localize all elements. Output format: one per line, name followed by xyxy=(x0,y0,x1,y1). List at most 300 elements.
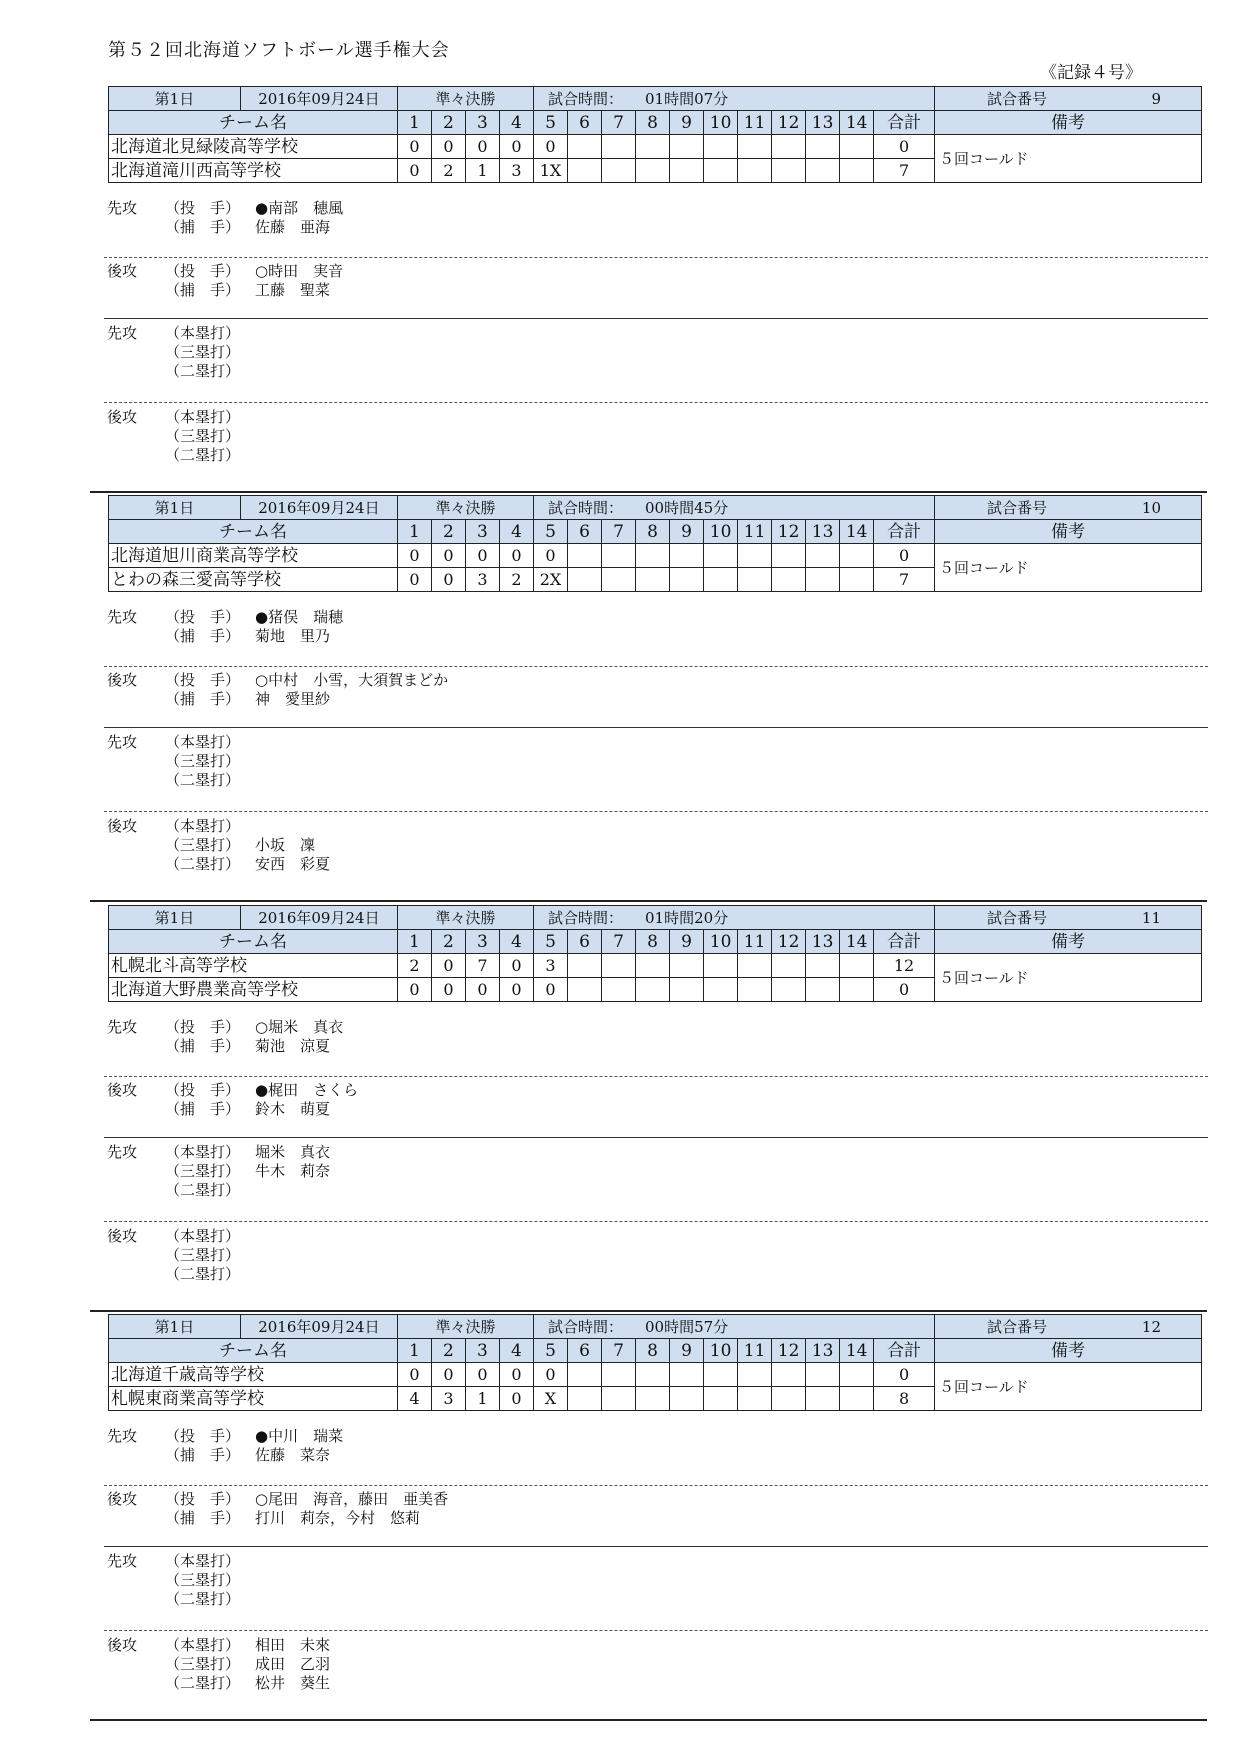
team-name: 北海道旭川商業高等学校 xyxy=(109,544,398,568)
inning-score xyxy=(670,1387,704,1411)
inning-score xyxy=(840,544,874,568)
inning-score xyxy=(568,954,602,978)
inning-score xyxy=(806,135,840,159)
inning-score xyxy=(636,954,670,978)
inning-score: 0 xyxy=(397,978,431,1002)
triple-players: 成田 乙羽 xyxy=(255,1655,331,1673)
inning-header: 10 xyxy=(704,111,738,135)
inning-score xyxy=(568,1363,602,1387)
pitcher-name: ○中村 小雪，大須賀まどか xyxy=(255,671,449,689)
game-number-value: 11 xyxy=(1141,908,1161,927)
inning-score xyxy=(704,954,738,978)
home-run-players: 堀米 真衣 xyxy=(255,1143,331,1161)
inning-score xyxy=(806,1387,840,1411)
inning-score: 0 xyxy=(499,954,533,978)
scoreboard-header xyxy=(109,930,1202,954)
second-label: 後攻 xyxy=(107,262,138,280)
game-time xyxy=(533,906,934,930)
inning-score xyxy=(840,159,874,183)
inning-score: 0 xyxy=(465,544,499,568)
inning-score xyxy=(670,954,704,978)
row-label: （三塁打） xyxy=(165,836,241,854)
row-label: （二塁打） xyxy=(165,771,241,789)
triple-players: 小坂 凜 xyxy=(255,836,316,854)
divider-dashed xyxy=(104,1485,1208,1486)
game-round: 準々決勝 xyxy=(397,87,533,111)
inning-header: 4 xyxy=(499,111,533,135)
game-remark: ５回コールド xyxy=(934,135,1201,183)
inning-score: 0 xyxy=(499,978,533,1002)
inning-score xyxy=(670,159,704,183)
team-row xyxy=(109,1363,1202,1387)
divider-dashed xyxy=(104,1630,1208,1631)
inning-header: 2 xyxy=(431,930,465,954)
game-time xyxy=(533,496,934,520)
inning-header: 6 xyxy=(568,111,602,135)
team-name: 札幌東商業高等学校 xyxy=(109,1387,398,1411)
inning-score: 7 xyxy=(465,954,499,978)
inning-score: 0 xyxy=(499,1387,533,1411)
inning-score xyxy=(568,159,602,183)
first-label: 先攻 xyxy=(107,608,138,626)
row-label: （本塁打） xyxy=(165,324,241,342)
row-label: （本塁打） xyxy=(165,817,241,835)
second-label: 後攻 xyxy=(107,1227,138,1245)
inning-score: 3 xyxy=(431,1387,465,1411)
team-name: 札幌北斗高等学校 xyxy=(109,954,398,978)
row-label: （本塁打） xyxy=(165,733,241,751)
section-divider xyxy=(90,900,1207,902)
first-label: 先攻 xyxy=(107,1552,138,1570)
game-remark: ５回コールド xyxy=(934,954,1201,1002)
row-label: （捕 手） xyxy=(165,1037,241,1055)
team-row xyxy=(109,544,1202,568)
row-label: （二塁打） xyxy=(165,1265,241,1283)
row-label: （三塁打） xyxy=(165,752,241,770)
catcher-name: 佐藤 亜海 xyxy=(255,218,331,236)
row-label: （捕 手） xyxy=(165,627,241,645)
game-time-label: 試合時間： xyxy=(547,89,623,108)
team-row xyxy=(109,135,1202,159)
second-label: 後攻 xyxy=(107,817,138,835)
team-name: 北海道千歳高等学校 xyxy=(109,1363,398,1387)
inning-score: 0 xyxy=(431,954,465,978)
inning-header: 9 xyxy=(670,930,704,954)
inning-header: 12 xyxy=(772,111,806,135)
inning-score xyxy=(840,1363,874,1387)
divider-solid xyxy=(104,318,1208,319)
remarks-header: 備考 xyxy=(934,1339,1201,1363)
inning-header: 1 xyxy=(397,930,431,954)
game-section xyxy=(90,905,1207,1317)
game-date: 2016年09月24日 xyxy=(240,87,397,111)
game-section xyxy=(90,86,1207,498)
inning-score xyxy=(704,159,738,183)
inning-score: 0 xyxy=(499,544,533,568)
row-label: （三塁打） xyxy=(165,427,241,445)
inning-header: 10 xyxy=(704,520,738,544)
game-remark: ５回コールド xyxy=(934,544,1201,592)
inning-score xyxy=(636,159,670,183)
second-label: 後攻 xyxy=(107,1081,138,1099)
game-number xyxy=(934,496,1201,520)
inning-header: 2 xyxy=(431,111,465,135)
game-number xyxy=(934,906,1201,930)
inning-score: 4 xyxy=(397,1387,431,1411)
game-time-label: 試合時間： xyxy=(547,1317,623,1336)
row-label: （二塁打） xyxy=(165,1590,241,1608)
game-time-value: 01時間20分 xyxy=(645,908,729,927)
inning-header: 1 xyxy=(397,111,431,135)
inning-score: 0 xyxy=(465,978,499,1002)
inning-score xyxy=(704,568,738,592)
row-label: （投 手） xyxy=(165,1427,241,1445)
triple-players: 牛木 莉奈 xyxy=(255,1162,331,1180)
inning-score: 0 xyxy=(397,1363,431,1387)
inning-header: 5 xyxy=(533,1339,567,1363)
game-round: 準々決勝 xyxy=(397,1315,533,1339)
game-number xyxy=(934,87,1201,111)
inning-header: 14 xyxy=(840,520,874,544)
team-total: 0 xyxy=(874,1363,935,1387)
inning-score: 0 xyxy=(533,978,567,1002)
row-label: （投 手） xyxy=(165,671,241,689)
inning-score xyxy=(772,159,806,183)
inning-score xyxy=(602,978,636,1002)
inning-score xyxy=(738,568,772,592)
remarks-header: 備考 xyxy=(934,930,1201,954)
row-label: （投 手） xyxy=(165,1490,241,1508)
scoreboard-table xyxy=(108,1314,1202,1411)
pitcher-name: ○時田 実音 xyxy=(255,262,344,280)
row-label: （三塁打） xyxy=(165,343,241,361)
inning-score xyxy=(636,978,670,1002)
inning-score: 2 xyxy=(397,954,431,978)
game-number xyxy=(934,1315,1201,1339)
inning-score: 0 xyxy=(499,135,533,159)
inning-score xyxy=(602,568,636,592)
row-label: （本塁打） xyxy=(165,1552,241,1570)
pitcher-name: ●梶田 さくら xyxy=(255,1081,359,1099)
inning-score xyxy=(602,544,636,568)
inning-header: 13 xyxy=(806,111,840,135)
inning-score: 0 xyxy=(397,544,431,568)
row-label: （本塁打） xyxy=(165,1227,241,1245)
inning-score: 0 xyxy=(431,978,465,1002)
game-section xyxy=(90,1314,1207,1726)
game-number-label: 試合番号 xyxy=(986,89,1047,108)
inning-score xyxy=(704,1387,738,1411)
total-header: 合計 xyxy=(874,930,935,954)
inning-score: 0 xyxy=(499,1363,533,1387)
team-total: 0 xyxy=(874,544,935,568)
row-label: （捕 手） xyxy=(165,218,241,236)
inning-score xyxy=(602,1387,636,1411)
inning-score: 2 xyxy=(431,159,465,183)
first-label: 先攻 xyxy=(107,1018,138,1036)
inning-header: 12 xyxy=(772,930,806,954)
inning-score xyxy=(670,978,704,1002)
inning-header: 4 xyxy=(499,930,533,954)
game-day: 第1日 xyxy=(109,87,241,111)
inning-score: 0 xyxy=(465,135,499,159)
inning-header: 6 xyxy=(568,930,602,954)
scoreboard-table xyxy=(108,86,1202,183)
game-round: 準々決勝 xyxy=(397,496,533,520)
inning-score: 3 xyxy=(533,954,567,978)
inning-header: 3 xyxy=(465,111,499,135)
section-divider xyxy=(90,491,1207,493)
section-divider xyxy=(90,1719,1207,1721)
game-time-value: 00時間45分 xyxy=(645,498,729,517)
inning-header: 9 xyxy=(670,1339,704,1363)
team-name-header: チーム名 xyxy=(109,930,398,954)
pitcher-name: ○尾田 海音，藤田 亜美香 xyxy=(255,1490,449,1508)
scoreboard-table xyxy=(108,905,1202,1002)
inning-score: 0 xyxy=(431,1363,465,1387)
pitcher-name: ●猪俣 瑞穂 xyxy=(255,608,344,626)
inning-score xyxy=(636,1363,670,1387)
row-label: （投 手） xyxy=(165,262,241,280)
inning-score xyxy=(602,954,636,978)
inning-score xyxy=(806,159,840,183)
team-total: 7 xyxy=(874,159,935,183)
record-number: 《記録４号》 xyxy=(1040,63,1142,83)
divider-solid xyxy=(104,727,1208,728)
inning-score: 0 xyxy=(431,135,465,159)
team-name: 北海道滝川西高等学校 xyxy=(109,159,398,183)
game-info-row xyxy=(109,1315,1202,1339)
catcher-name: 佐藤 菜奈 xyxy=(255,1446,331,1464)
game-number-label: 試合番号 xyxy=(986,1317,1047,1336)
divider-dashed xyxy=(104,1221,1208,1222)
game-date: 2016年09月24日 xyxy=(240,1315,397,1339)
inning-header: 11 xyxy=(738,930,772,954)
pitcher-name: ●中川 瑞菜 xyxy=(255,1427,344,1445)
game-date: 2016年09月24日 xyxy=(240,906,397,930)
team-name-header: チーム名 xyxy=(109,1339,398,1363)
inning-header: 6 xyxy=(568,520,602,544)
inning-header: 12 xyxy=(772,1339,806,1363)
inning-score xyxy=(738,544,772,568)
pitcher-name: ●南部 穂風 xyxy=(255,199,344,217)
inning-score: 3 xyxy=(499,159,533,183)
inning-header: 7 xyxy=(602,930,636,954)
divider-dashed xyxy=(104,811,1208,812)
catcher-name: 鈴木 萌夏 xyxy=(255,1100,331,1118)
inning-header: 5 xyxy=(533,520,567,544)
team-total: 8 xyxy=(874,1387,935,1411)
row-label: （本塁打） xyxy=(165,408,241,426)
inning-score xyxy=(840,978,874,1002)
total-header: 合計 xyxy=(874,1339,935,1363)
divider-dashed xyxy=(104,666,1208,667)
inning-header: 2 xyxy=(431,1339,465,1363)
inning-header: 14 xyxy=(840,111,874,135)
inning-score: 0 xyxy=(533,1363,567,1387)
inning-score: 2 xyxy=(499,568,533,592)
game-number-label: 試合番号 xyxy=(986,908,1047,927)
inning-score xyxy=(738,978,772,1002)
inning-header: 3 xyxy=(465,520,499,544)
double-players: 松井 葵生 xyxy=(255,1674,331,1692)
inning-header: 7 xyxy=(602,1339,636,1363)
inning-score: 0 xyxy=(397,159,431,183)
game-number-label: 試合番号 xyxy=(986,498,1047,517)
inning-score: 0 xyxy=(431,568,465,592)
remarks-header: 備考 xyxy=(934,520,1201,544)
team-name: 北海道大野農業高等学校 xyxy=(109,978,398,1002)
catcher-name: 菊池 涼夏 xyxy=(255,1037,331,1055)
home-run-players: 相田 未來 xyxy=(255,1636,331,1654)
inning-score xyxy=(670,568,704,592)
inning-score xyxy=(772,568,806,592)
catcher-name: 神 愛里紗 xyxy=(255,690,331,708)
row-label: （三塁打） xyxy=(165,1162,241,1180)
inning-header: 8 xyxy=(636,520,670,544)
divider-dashed xyxy=(104,257,1208,258)
scoreboard-header xyxy=(109,520,1202,544)
inning-score: 0 xyxy=(397,135,431,159)
game-time-label: 試合時間： xyxy=(547,908,623,927)
team-total: 12 xyxy=(874,954,935,978)
document-title: 第５２回北海道ソフトボール選手権大会 xyxy=(108,40,450,61)
second-label: 後攻 xyxy=(107,1636,138,1654)
inning-score xyxy=(670,1363,704,1387)
inning-header: 13 xyxy=(806,930,840,954)
total-header: 合計 xyxy=(874,111,935,135)
game-number-value: 12 xyxy=(1141,1317,1161,1336)
inning-score xyxy=(670,135,704,159)
scoreboard-header xyxy=(109,1339,1202,1363)
inning-score xyxy=(738,135,772,159)
inning-score xyxy=(772,1387,806,1411)
first-label: 先攻 xyxy=(107,199,138,217)
inning-score xyxy=(704,978,738,1002)
inning-score xyxy=(568,544,602,568)
game-info-row xyxy=(109,906,1202,930)
row-label: （二塁打） xyxy=(165,1674,241,1692)
row-label: （二塁打） xyxy=(165,855,241,873)
game-time-value: 01時間07分 xyxy=(645,89,729,108)
inning-score xyxy=(772,978,806,1002)
inning-header: 7 xyxy=(602,111,636,135)
inning-header: 3 xyxy=(465,1339,499,1363)
row-label: （投 手） xyxy=(165,1081,241,1099)
inning-score xyxy=(636,1387,670,1411)
inning-score xyxy=(806,544,840,568)
inning-score xyxy=(636,568,670,592)
inning-score xyxy=(806,954,840,978)
first-label: 先攻 xyxy=(107,1143,138,1161)
game-time-value: 00時間57分 xyxy=(645,1317,729,1336)
inning-score xyxy=(806,568,840,592)
inning-score: 0 xyxy=(465,1363,499,1387)
inning-score xyxy=(568,1387,602,1411)
inning-score xyxy=(568,568,602,592)
team-total: 0 xyxy=(874,135,935,159)
inning-header: 11 xyxy=(738,520,772,544)
inning-score xyxy=(738,1387,772,1411)
row-label: （三塁打） xyxy=(165,1571,241,1589)
first-label: 先攻 xyxy=(107,324,138,342)
row-label: （二塁打） xyxy=(165,1181,241,1199)
team-row xyxy=(109,954,1202,978)
inning-header: 9 xyxy=(670,111,704,135)
game-remark: ５回コールド xyxy=(934,1363,1201,1411)
game-number-value: 10 xyxy=(1141,498,1161,517)
inning-score xyxy=(704,544,738,568)
inning-header: 8 xyxy=(636,1339,670,1363)
inning-header: 6 xyxy=(568,1339,602,1363)
game-day: 第1日 xyxy=(109,1315,241,1339)
scoreboard-header xyxy=(109,111,1202,135)
row-label: （本塁打） xyxy=(165,1143,241,1161)
team-name-header: チーム名 xyxy=(109,520,398,544)
inning-header: 9 xyxy=(670,520,704,544)
inning-header: 13 xyxy=(806,1339,840,1363)
game-day: 第1日 xyxy=(109,496,241,520)
inning-header: 5 xyxy=(533,930,567,954)
inning-score xyxy=(636,135,670,159)
inning-score xyxy=(670,544,704,568)
inning-header: 12 xyxy=(772,520,806,544)
inning-score: 0 xyxy=(397,568,431,592)
inning-header: 13 xyxy=(806,520,840,544)
inning-header: 14 xyxy=(840,1339,874,1363)
row-label: （捕 手） xyxy=(165,1100,241,1118)
divider-solid xyxy=(104,1137,1208,1138)
inning-score xyxy=(772,544,806,568)
game-info-row xyxy=(109,496,1202,520)
row-label: （三塁打） xyxy=(165,1246,241,1264)
divider-solid xyxy=(104,1546,1208,1547)
inning-header: 2 xyxy=(431,520,465,544)
first-label: 先攻 xyxy=(107,733,138,751)
catcher-name: 打川 莉奈，今村 悠莉 xyxy=(255,1509,421,1527)
game-time xyxy=(533,1315,934,1339)
team-name: とわの森三愛高等学校 xyxy=(109,568,398,592)
inning-header: 10 xyxy=(704,1339,738,1363)
inning-score xyxy=(840,1387,874,1411)
game-round: 準々決勝 xyxy=(397,906,533,930)
inning-score xyxy=(840,568,874,592)
inning-header: 8 xyxy=(636,111,670,135)
total-header: 合計 xyxy=(874,520,935,544)
row-label: （三塁打） xyxy=(165,1655,241,1673)
row-label: （投 手） xyxy=(165,199,241,217)
pitcher-name: ○堀米 真衣 xyxy=(255,1018,344,1036)
team-total: 7 xyxy=(874,568,935,592)
game-section xyxy=(90,495,1207,907)
inning-score xyxy=(840,135,874,159)
inning-header: 1 xyxy=(397,520,431,544)
second-label: 後攻 xyxy=(107,671,138,689)
inning-score xyxy=(806,978,840,1002)
inning-score: 1 xyxy=(465,1387,499,1411)
team-total: 0 xyxy=(874,978,935,1002)
inning-score xyxy=(602,1363,636,1387)
scoreboard-table xyxy=(108,495,1202,592)
remarks-header: 備考 xyxy=(934,111,1201,135)
inning-header: 11 xyxy=(738,1339,772,1363)
row-label: （捕 手） xyxy=(165,281,241,299)
inning-score xyxy=(602,135,636,159)
double-players: 安西 彩夏 xyxy=(255,855,331,873)
divider-dashed xyxy=(104,402,1208,403)
row-label: （投 手） xyxy=(165,1018,241,1036)
inning-score xyxy=(738,1363,772,1387)
